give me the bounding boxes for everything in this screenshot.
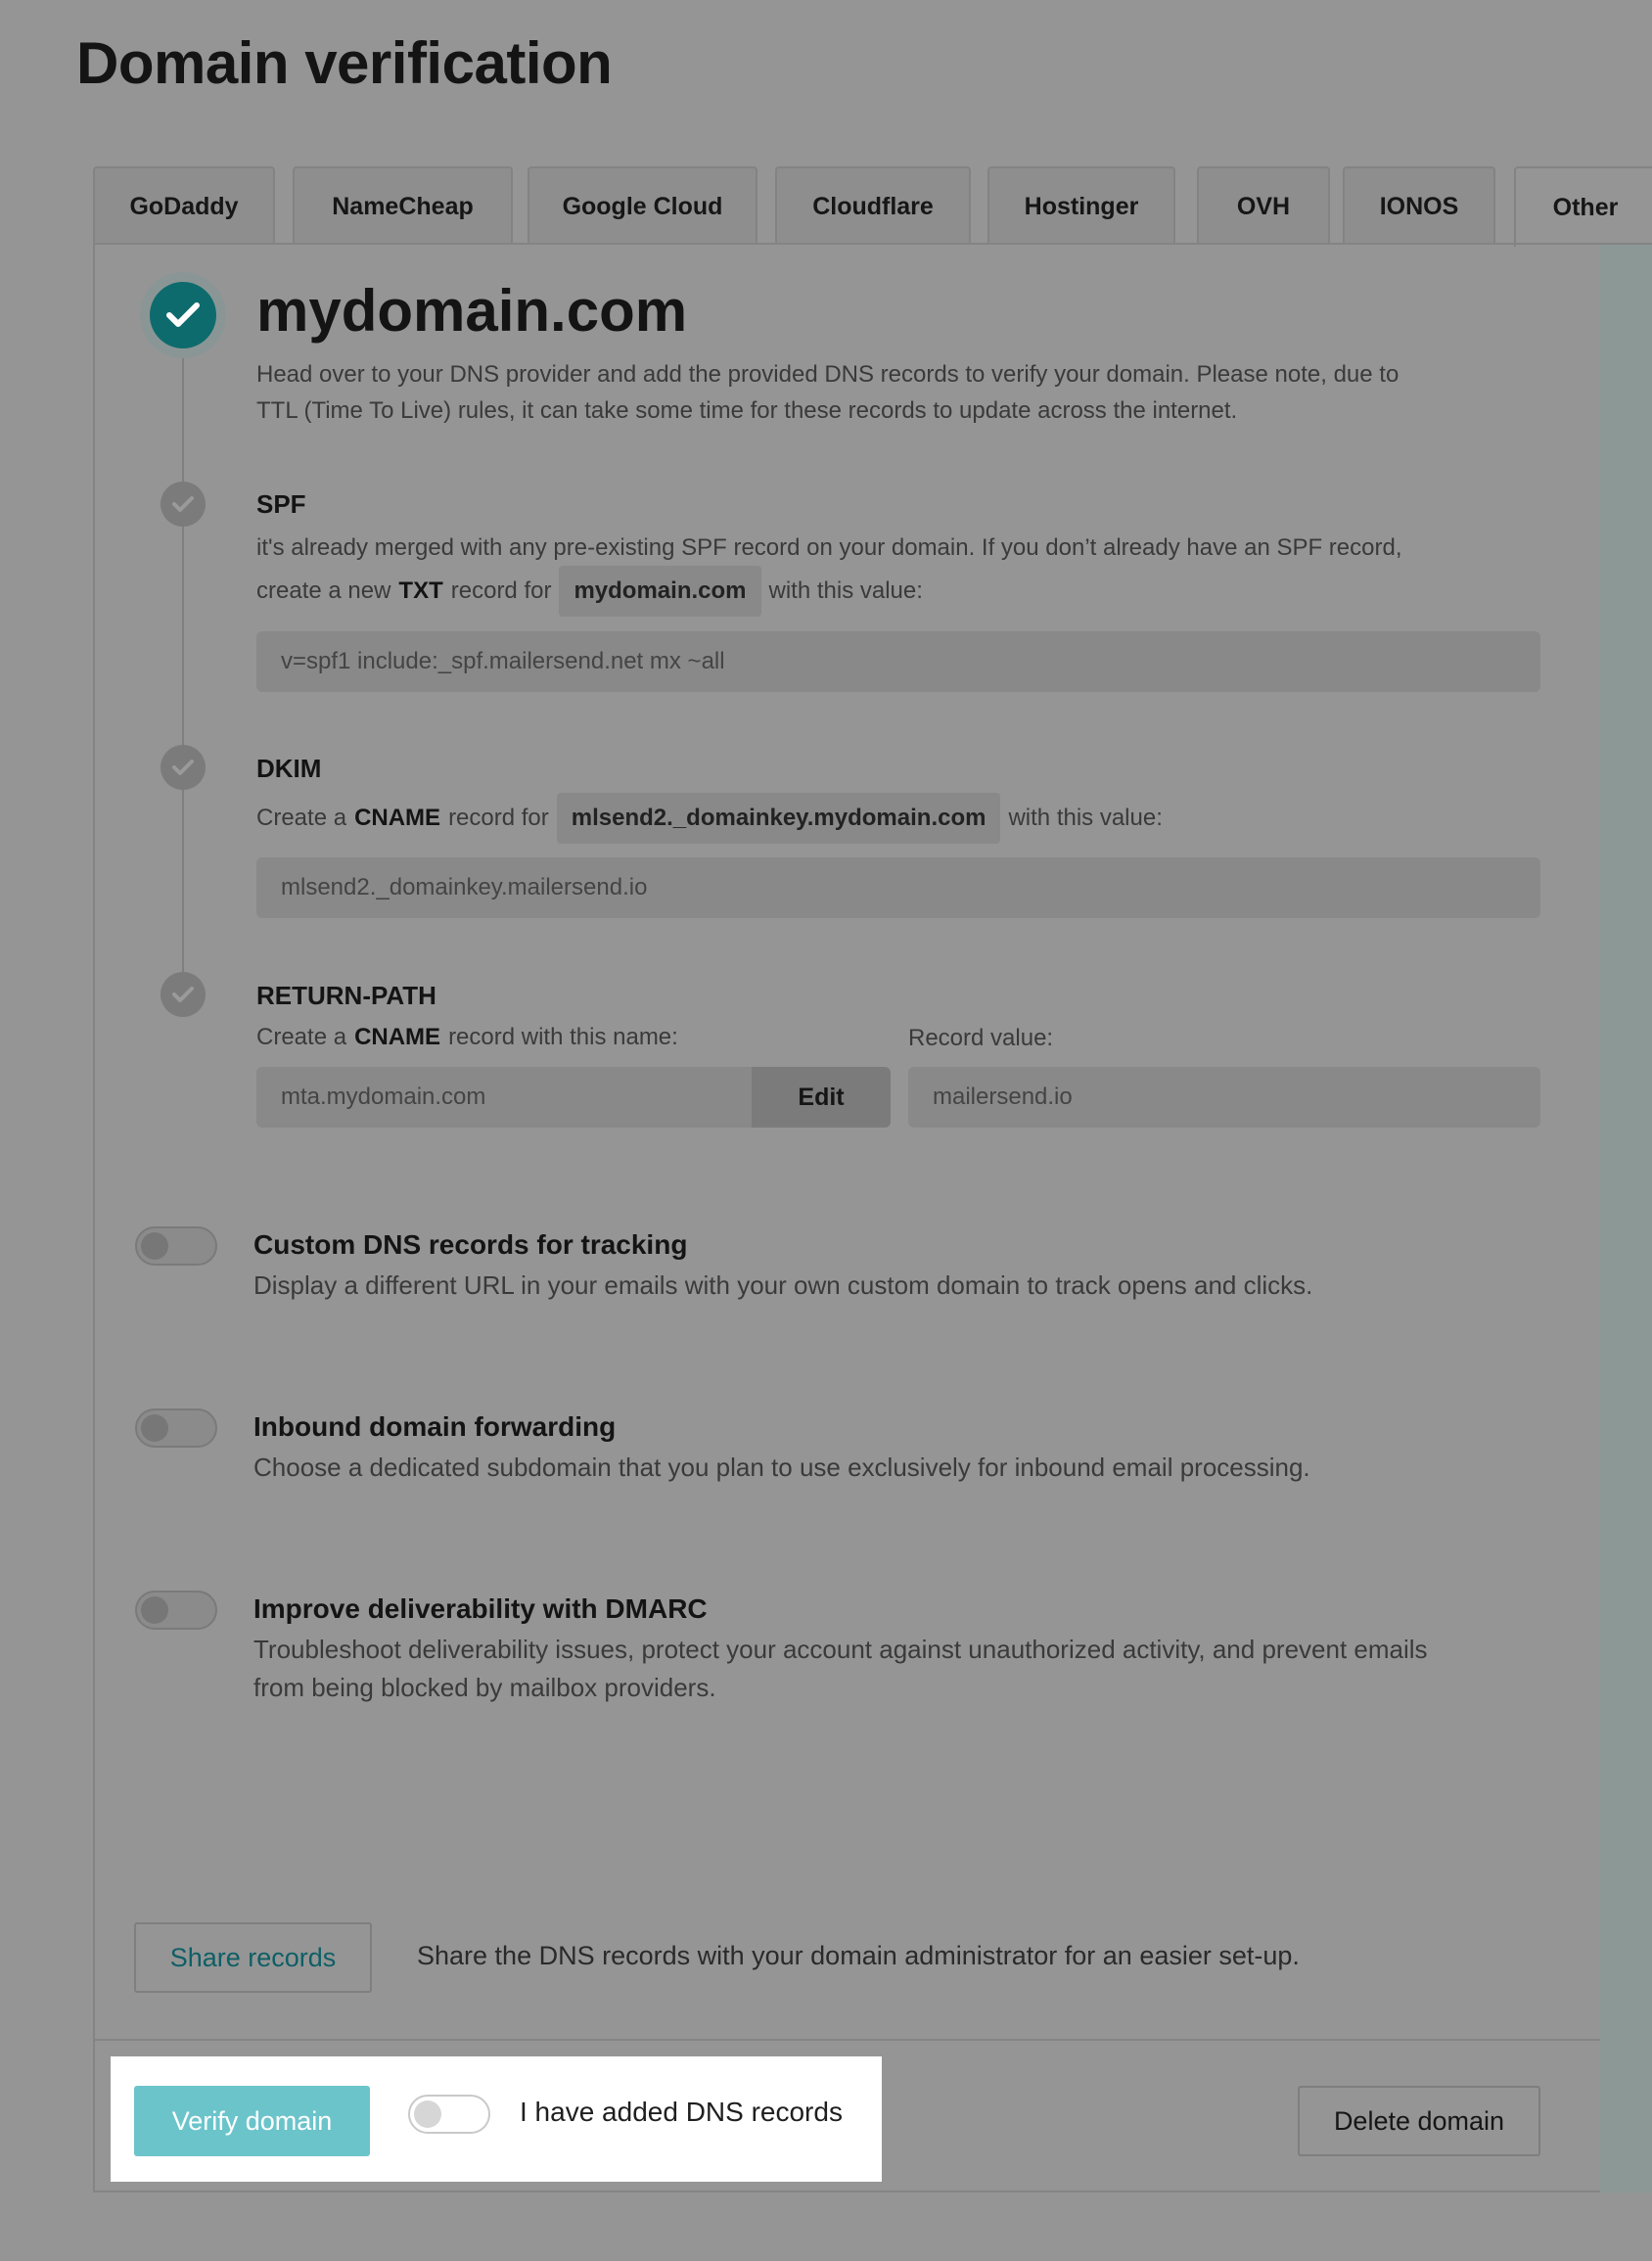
spf-value-field[interactable]: v=spf1 include:_spf.mailersend.net mx ~all [256, 631, 1540, 692]
spf-instruction [256, 566, 923, 617]
tracking-toggle[interactable] [135, 1226, 217, 1266]
verify-domain-button[interactable]: Verify domain [134, 2086, 370, 2156]
inbound-toggle[interactable] [135, 1408, 217, 1448]
share-records-button[interactable]: Share records [134, 1922, 372, 1993]
tab-cloudflare[interactable]: Cloudflare [775, 166, 971, 245]
check-icon [172, 496, 194, 513]
return-path-title: RETURN-PATH [256, 981, 436, 1010]
spf-suffix: with this value: [768, 577, 923, 604]
dkim-host-chip[interactable]: mlsend2._domainkey.mydomain.com [557, 793, 1001, 844]
dkim-instruction [256, 793, 1163, 844]
dns-added-label: I have added DNS records [520, 2097, 843, 2127]
share-description: Share the DNS records with your domain administrator for an easier set-up. [417, 1941, 1300, 1970]
tab-ionos[interactable]: IONOS [1343, 166, 1495, 245]
return-path-suffix: record with this name: [448, 1024, 678, 1050]
spf-title: SPF [256, 489, 306, 519]
scroll-strip [1600, 245, 1652, 2192]
edit-button[interactable]: Edit [752, 1067, 891, 1128]
return-path-step-indicator [161, 972, 206, 1017]
tab-hostinger[interactable]: Hostinger [987, 166, 1175, 245]
tracking-description: Display a different URL in your emails with your own custom domain to track opens and clicks. [253, 1270, 1313, 1300]
delete-domain-button[interactable]: Delete domain [1298, 2086, 1540, 2156]
spf-prefix: create a new [256, 577, 391, 604]
tab-other[interactable]: Other [1514, 166, 1652, 247]
spf-mid: record for [450, 577, 552, 604]
spf-host-chip[interactable]: mydomain.com [559, 566, 760, 617]
check-icon [172, 987, 194, 1003]
spf-step-indicator [161, 482, 206, 527]
check-icon [166, 302, 200, 328]
dkim-record-type: CNAME [354, 805, 441, 831]
dkim-title: DKIM [256, 754, 322, 783]
dkim-suffix: with this value: [1008, 805, 1163, 831]
return-path-value-field[interactable]: mailersend.io [908, 1067, 1540, 1128]
tab-ovh[interactable]: OVH [1197, 166, 1330, 245]
tab-godaddy[interactable]: GoDaddy [93, 166, 275, 245]
page-title: Domain verification [76, 30, 613, 96]
inbound-description: Choose a dedicated subdomain that you plan to use exclusively for inbound email processing. [253, 1453, 1310, 1482]
dkim-value-field[interactable]: mlsend2._domainkey.mailersend.io [256, 857, 1540, 918]
spf-description: it's already merged with any pre-existing SPF record on your domain. If you don’t already have an SPF record, [256, 534, 1402, 561]
footer-divider [95, 2039, 1600, 2041]
return-path-prefix: Create a [256, 1024, 347, 1050]
return-path-instruction [256, 1012, 678, 1063]
dmarc-description-line2: from being blocked by mailbox providers. [253, 1673, 716, 1702]
domain-status-indicator [140, 272, 226, 358]
inbound-title: Inbound domain forwarding [253, 1411, 617, 1442]
dkim-mid: record for [448, 805, 549, 831]
dkim-prefix: Create a [256, 805, 347, 831]
timeline-line [182, 333, 184, 998]
tab-namecheap[interactable]: NameCheap [293, 166, 513, 245]
tracking-title: Custom DNS records for tracking [253, 1229, 688, 1260]
dkim-step-indicator [161, 745, 206, 790]
return-path-name-field[interactable]: mta.mydomain.com [256, 1067, 754, 1128]
tab-google-cloud[interactable]: Google Cloud [528, 166, 757, 245]
spf-record-type: TXT [398, 577, 443, 604]
dmarc-description-line1: Troubleshoot deliverability issues, protect your account against unauthorized activity, and prevent emails [253, 1635, 1428, 1664]
return-path-record-type: CNAME [354, 1024, 441, 1050]
domain-description-line2: TTL (Time To Live) rules, it can take some time for these records to update across the internet. [256, 397, 1238, 424]
domain-description-line1: Head over to your DNS provider and add the provided DNS records to verify your domain. Please note, due to [256, 361, 1400, 388]
check-icon [172, 760, 194, 776]
domain-name: mydomain.com [256, 278, 688, 344]
dmarc-title: Improve deliverability with DMARC [253, 1593, 708, 1624]
dns-added-toggle[interactable] [408, 2095, 490, 2134]
dmarc-toggle[interactable] [135, 1591, 217, 1630]
record-value-label: Record value: [908, 1025, 1054, 1051]
